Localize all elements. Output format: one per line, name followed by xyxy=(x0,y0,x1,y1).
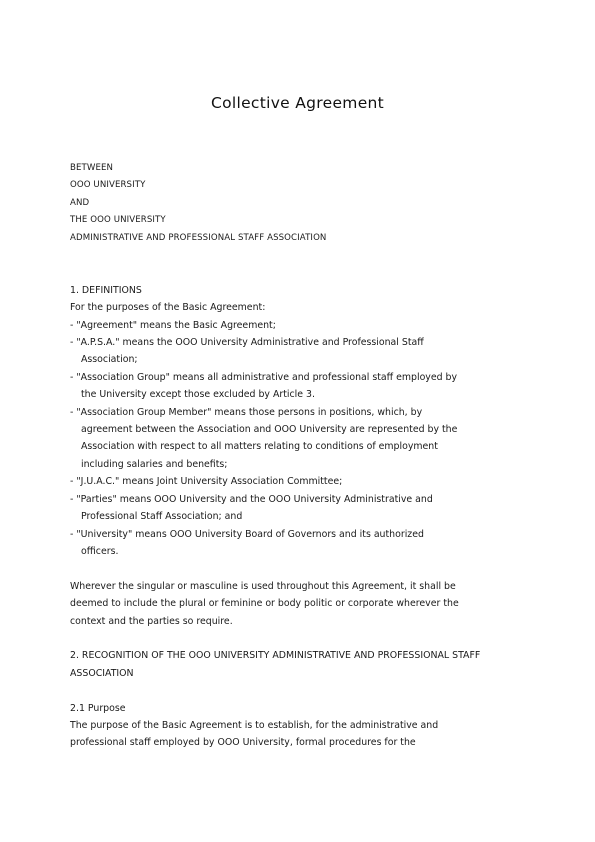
definition-item: - "Association Group" means all administrative and professional staff employed by xyxy=(70,371,458,383)
document-title: Collective Agreement xyxy=(210,94,385,112)
section-heading: ASSOCIATION xyxy=(70,667,134,679)
definition-continuation: Association with respect to all matters relating to conditions of employment xyxy=(81,441,438,453)
parties-line: OOO UNIVERSITY xyxy=(70,180,146,191)
definition-item: - "Parties" means OOO University and the OOO University Administrative and xyxy=(70,493,433,505)
definition-continuation: including salaries and benefits; xyxy=(81,458,228,470)
parties-line: BETWEEN xyxy=(70,163,114,173)
definition-item: - "Agreement" means the Basic Agreement; xyxy=(70,319,276,331)
section-definitions xyxy=(70,282,540,630)
parties-line: THE OOO UNIVERSITY xyxy=(70,215,166,226)
definition-continuation: Professional Staff Association; and xyxy=(81,511,243,523)
definition-continuation: agreement between the Association and OOO University are represented by the xyxy=(81,424,458,436)
definition-continuation: Association; xyxy=(81,354,138,366)
parties-line: AND xyxy=(70,197,90,208)
definition-item: - "J.U.A.C." means Joint University Association Committee; xyxy=(70,476,343,488)
paragraph-line: The purpose of the Basic Agreement is to establish, for the administrative and xyxy=(70,719,439,731)
parties-block xyxy=(70,160,540,247)
section-recognition xyxy=(70,647,540,751)
definition-item: - "Association Group Member" means those persons in positions, which, by xyxy=(70,406,423,418)
paragraph-line: Wherever the singular or masculine is used throughout this Agreement, it shall be xyxy=(70,580,456,592)
subsection-heading: 2.1 Purpose xyxy=(70,702,126,714)
parties-line: ADMINISTRATIVE AND PROFESSIONAL STAFF ASSOCIATION xyxy=(70,232,327,243)
document-body xyxy=(70,160,540,752)
definition-continuation: officers. xyxy=(81,545,119,557)
paragraph-line: deemed to include the plural or feminine or body politic or corporate wherever the xyxy=(70,598,459,610)
section-intro: For the purposes of the Basic Agreement: xyxy=(70,302,266,314)
definition-continuation: the University except those excluded by Article 3. xyxy=(81,389,315,401)
definition-item: - "University" means OOO University Board of Governors and its authorized xyxy=(70,528,424,540)
paragraph-line: professional staff employed by OOO University, formal procedures for the xyxy=(70,737,416,749)
definition-item: - "A.P.S.A." means the OOO University Administrative and Professional Staff xyxy=(70,337,424,349)
paragraph-line: context and the parties so require. xyxy=(70,615,233,627)
section-heading: 1. DEFINITIONS xyxy=(70,284,142,296)
section-heading: 2. RECOGNITION OF THE OOO UNIVERSITY ADMINISTRATIVE AND PROFESSIONAL STAFF xyxy=(70,650,481,662)
